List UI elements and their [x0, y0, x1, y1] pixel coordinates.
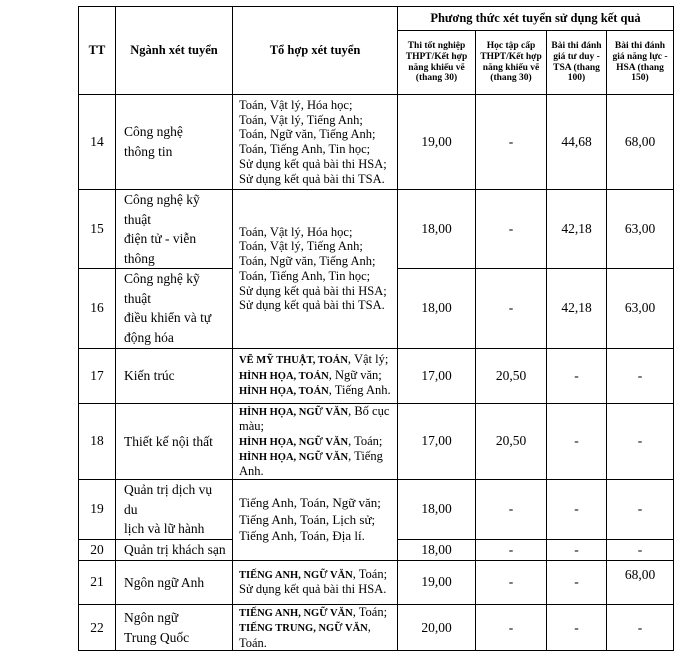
row-score-tsa: 42,18 [547, 190, 607, 269]
combo-line: Toán, Vật lý, Hóa học; [239, 224, 353, 239]
major-line: Thiết kế nội thất [124, 433, 213, 449]
combo-caps: HÌNH HỌA, NGỮ VĂN [239, 406, 349, 418]
combo-line: Toán, Vật lý, Tiếng Anh; [239, 112, 363, 127]
table-row [79, 604, 674, 651]
combo-line: Sử dụng kết quả bài thi TSA. [239, 298, 385, 313]
row-tt: 16 [79, 269, 116, 348]
row-major [116, 95, 233, 190]
combo-rest: Sử dụng kết quả bài thi HSA. [239, 582, 387, 597]
row-score-thpt: 17,00 [398, 403, 476, 480]
row-major [116, 539, 233, 560]
row-score-hocba: 20,50 [476, 348, 547, 403]
combo-rest: , Tiếng Anh. [328, 383, 391, 398]
combo-line: Toán, Ngữ văn, Tiếng Anh; [239, 127, 376, 142]
row-combo [233, 604, 398, 651]
major-line: Trung Quốc [124, 629, 190, 645]
row-score-thpt: 18,00 [398, 190, 476, 269]
combo-line: Toán, Tiếng Anh, Tin học; [239, 268, 371, 283]
combo-line: Tiếng Anh, Toán, Lịch sử; [239, 511, 376, 527]
row-score-thpt: 18,00 [398, 269, 476, 348]
row-score-tsa: - [547, 403, 607, 480]
combo-line [239, 368, 393, 383]
combo-rest: , Toán. [239, 620, 371, 650]
table-row [79, 95, 674, 190]
row-tt: 17 [79, 348, 116, 403]
row-score-hocba: - [476, 539, 547, 560]
row-tt: 19 [79, 480, 116, 540]
row-score-hsa: 63,00 [607, 190, 674, 269]
combo-rest: , Ngữ văn; [328, 367, 382, 382]
row-score-hocba: - [476, 95, 547, 190]
row-major [116, 480, 233, 540]
row-score-tsa: - [547, 348, 607, 403]
combo-line: Sử dụng kết quả bài thi TSA. [239, 171, 385, 186]
combo-line [239, 434, 393, 449]
table-row [79, 403, 674, 480]
admission-table [78, 6, 674, 651]
header-combo: Tổ hợp xét tuyển [233, 7, 398, 95]
table-row [79, 480, 674, 540]
row-score-hocba: - [476, 190, 547, 269]
major-line: Công nghệ [124, 124, 183, 140]
row-score-thpt: 20,00 [398, 604, 476, 651]
row-score-hocba: - [476, 560, 547, 604]
table-row [79, 348, 674, 403]
row-score-hsa: 63,00 [607, 269, 674, 348]
header-methods-title: Phương thức xét tuyển sử dụng kết quả [398, 7, 674, 31]
row-combo [233, 95, 398, 190]
header-tt: TT [79, 7, 116, 95]
row-score-hsa: - [607, 480, 674, 540]
header-method-tsa: Bài thi đánh giá tư duy - TSA (thang 100) [547, 31, 607, 95]
row-score-tsa: 44,68 [547, 95, 607, 190]
row-score-thpt: 17,00 [398, 348, 476, 403]
combo-caps: TIẾNG TRUNG, NGỮ VĂN [239, 623, 368, 635]
row-combo [233, 560, 398, 604]
row-combo [233, 190, 398, 349]
admission-table-wrapper [78, 6, 674, 651]
major-line: Công nghệ kỹ thuật [124, 271, 200, 306]
combo-line: Toán, Vật lý, Hóa học; [239, 97, 353, 112]
combo-rest: , Toán; [348, 433, 383, 448]
combo-line: Sử dụng kết quả bài thi HSA; [239, 283, 387, 298]
major-line: Kiến trúc [124, 367, 175, 383]
combo-caps: HÌNH HỌA, TOÁN [239, 370, 329, 382]
row-score-hsa: 68,00 [607, 560, 674, 604]
row-tt: 15 [79, 190, 116, 269]
combo-line: Tiếng Anh, Toán, Địa lí. [239, 528, 365, 544]
combo-rest: , Bố cục màu; [239, 403, 390, 433]
row-score-hsa: 68,00 [607, 95, 674, 190]
header-major: Ngành xét tuyển [116, 7, 233, 95]
row-score-hocba: - [476, 269, 547, 348]
row-tt: 21 [79, 560, 116, 604]
combo-line [239, 383, 393, 398]
major-line: động hóa [124, 329, 174, 345]
combo-line [239, 449, 393, 479]
combo-line [239, 404, 393, 434]
row-major [116, 403, 233, 480]
combo-line [239, 605, 393, 620]
row-score-thpt: 18,00 [398, 480, 476, 540]
combo-line [239, 352, 393, 367]
row-combo [233, 480, 398, 561]
major-line: điện tử - viễn thông [124, 231, 197, 266]
combo-line: Toán, Vật lý, Tiếng Anh; [239, 239, 363, 254]
combo-rest: , Toán; [352, 566, 388, 581]
combo-line: Sử dụng kết quả bài thi HSA; [239, 156, 387, 171]
row-major [116, 348, 233, 403]
major-line: Quản trị khách sạn [124, 542, 226, 558]
row-score-tsa: - [547, 604, 607, 651]
row-score-hsa: - [607, 348, 674, 403]
header-row-top [79, 7, 674, 31]
major-line: Ngôn ngữ [124, 610, 179, 625]
header-method-hsa: Bài thi đánh giá năng lực - HSA (thang 150) [607, 31, 674, 95]
row-score-thpt: 18,00 [398, 539, 476, 560]
combo-line: Tiếng Anh, Toán, Ngữ văn; [239, 494, 381, 510]
combo-caps: VẼ MỸ THUẬT, TOÁN [239, 355, 348, 367]
row-score-tsa: - [547, 539, 607, 560]
combo-caps: HÌNH HỌA, NGỮ VĂN [239, 452, 349, 463]
combo-line: Toán, Ngữ văn, Tiếng Anh; [239, 254, 376, 268]
combo-caps: TIẾNG ANH, NGỮ VĂN [239, 607, 353, 619]
row-major [116, 560, 233, 604]
row-score-tsa: 42,18 [547, 269, 607, 348]
combo-line [239, 620, 393, 650]
row-score-hocba: - [476, 604, 547, 651]
table-row [79, 190, 674, 269]
major-line: Ngôn ngữ Anh [124, 574, 205, 590]
major-line: Quản trị dịch vụ du [124, 482, 213, 517]
row-tt: 22 [79, 604, 116, 651]
major-line: điều khiển và tự [124, 310, 212, 326]
combo-rest: , Tiếng Anh. [239, 449, 383, 479]
row-score-hocba: 20,50 [476, 403, 547, 480]
combo-rest: , Vật lý; [347, 352, 389, 367]
row-major [116, 269, 233, 348]
row-tt: 20 [79, 539, 116, 560]
combo-line: Toán, Tiếng Anh, Tin học; [239, 142, 371, 156]
header-method-thpt: Thi tốt nghiệp THPT/Kết hợp năng khiếu vẽ (thang 30) [398, 31, 476, 95]
major-line: lịch và lữ hành [124, 521, 205, 537]
row-score-tsa: - [547, 480, 607, 540]
row-score-hsa: - [607, 403, 674, 480]
row-major [116, 604, 233, 651]
row-combo [233, 403, 398, 480]
major-line: thông tin [124, 144, 173, 159]
row-major [116, 190, 233, 269]
table-row [79, 560, 674, 604]
major-line: Công nghệ kỹ thuật [124, 192, 200, 227]
row-tt: 14 [79, 95, 116, 190]
header-method-hocba: Học tập cấp THPT/Kết hợp năng khiếu vẽ (thang 30) [476, 31, 547, 95]
row-score-tsa: - [547, 560, 607, 604]
row-score-hocba: - [476, 480, 547, 540]
combo-line [239, 582, 393, 597]
combo-caps: TIẾNG ANH, NGỮ VĂN [239, 569, 353, 581]
row-score-hsa: - [607, 539, 674, 560]
row-score-thpt: 19,00 [398, 560, 476, 604]
row-score-hsa: - [607, 604, 674, 651]
combo-caps: HÌNH HỌA, TOÁN [239, 386, 329, 398]
combo-caps: HÌNH HỌA, NGỮ VĂN [239, 436, 349, 448]
row-score-thpt: 19,00 [398, 95, 476, 190]
row-tt: 18 [79, 403, 116, 480]
row-combo [233, 348, 398, 403]
combo-line [239, 567, 393, 582]
combo-rest: , Toán; [352, 604, 388, 619]
